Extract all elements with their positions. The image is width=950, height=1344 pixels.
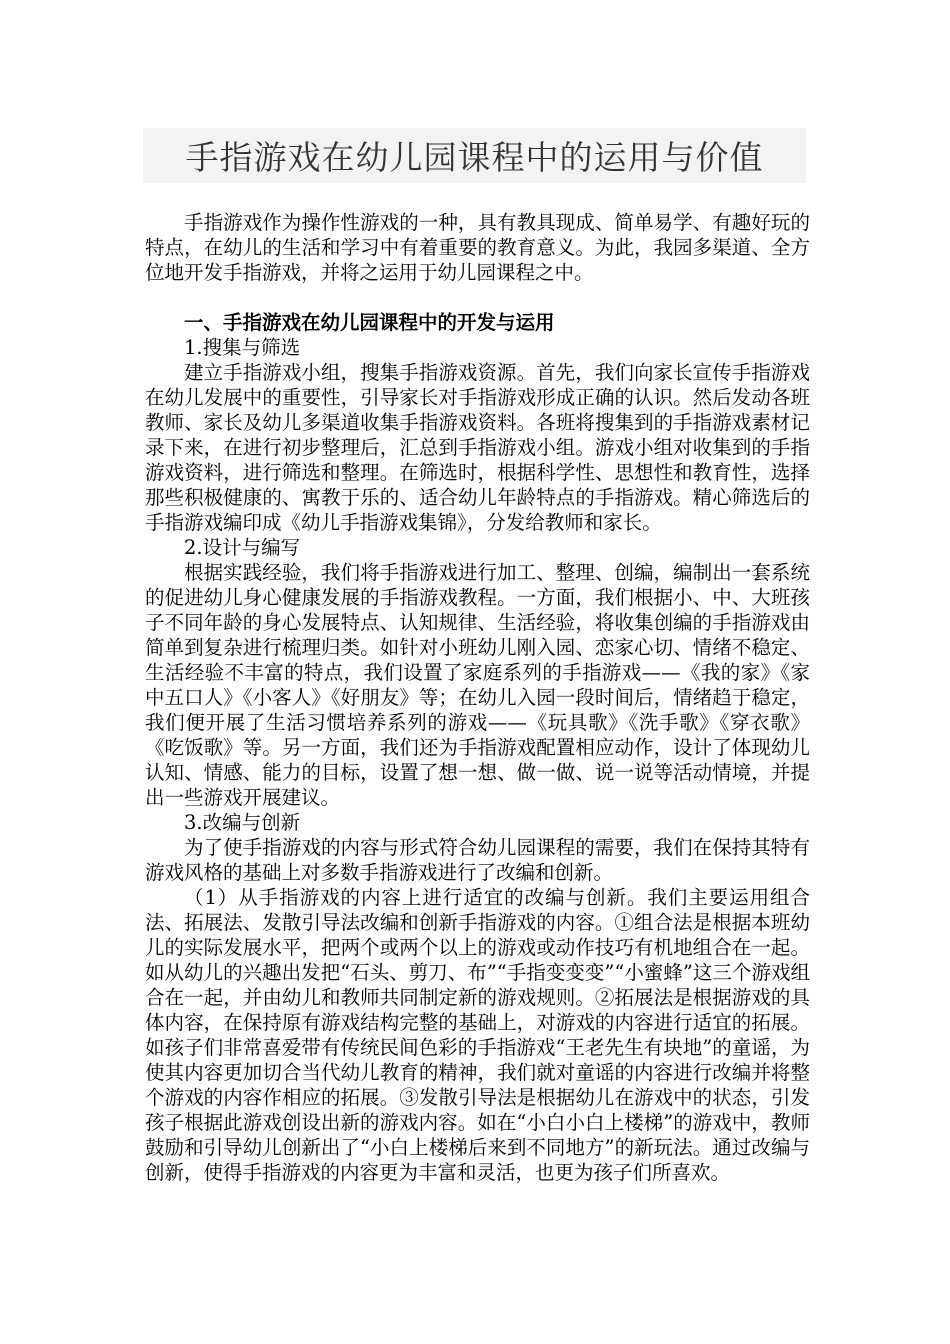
subsection-title-1: 1.搜集与筛选 bbox=[184, 336, 301, 359]
document-title: 手指游戏在幼儿园课程中的运用与价值 bbox=[185, 138, 764, 177]
document-body bbox=[145, 210, 810, 1185]
subsection-body-1: 建立手指游戏小组，搜集手指游戏资源。首先，我们向家长宣传手指游戏在幼儿发展中的重要性，引导家长对手指游戏形成正确的认识。然后发动各班教师、家长及幼儿多渠道收集手指游戏资料。各班将搜集到的手指游戏素材记录下来，在进行初步整理后，汇总到手指游戏小组。游戏小组对收集到的手指游戏资料，进行筛选和整理。在筛选时，根据科学性、思想性和教育性，选择那些积极健康的、寓教于乐的、适合幼儿年龄特点的手指游戏。精心筛选后的手指游戏编印成《幼儿手指游戏集锦》，分发给教师和家长。 bbox=[145, 361, 810, 534]
intro-paragraph: 手指游戏作为操作性游戏的一种，具有教具现成、简单易学、有趣好玩的特点，在幼儿的生活和学习中有着重要的教育意义。为此，我园多渠道、全方位地开发手指游戏，并将之运用于幼儿园课程之中。 bbox=[145, 211, 810, 284]
subsection-body-3a: 为了使手指游戏的内容与形式符合幼儿园课程的需要，我们在保持其特有游戏风格的基础上对多数手指游戏进行了改编和创新。 bbox=[145, 836, 810, 884]
subsection-title-2: 2.设计与编写 bbox=[184, 536, 301, 559]
subsection-body-2: 根据实践经验，我们将手指游戏进行加工、整理、创编，编制出一套系统的促进幼儿身心健康发展的手指游戏教程。一方面，我们根据小、中、大班孩子不同年龄的身心发展特点、认知规律、生活经验，将收集创编的手指游戏由简单到复杂进行梳理归类。如针对小班幼儿刚入园、恋家心切、情绪不稳定、生活经验不丰富的特点，我们设置了家庭系列的手指游戏——《我的家》《家中五口人》《小客人》《好朋友》等；在幼儿入园一段时间后，情绪趋于稳定，我们便开展了生活习惯培养系列的游戏——《玩具歌》《洗手歌》《穿衣歌》《吃饭歌》等。另一方面，我们还为手指游戏配置相应动作，设计了体现幼儿认知、情感、能力的目标，设置了想一想、做一做、说一说等活动情境，并提出一些游戏开展建议。 bbox=[145, 561, 810, 809]
section-heading: 一、手指游戏在幼儿园课程中的开发与运用 bbox=[184, 311, 555, 334]
title-banner bbox=[143, 128, 806, 183]
subsection-body-3b: （1）从手指游戏的内容上进行适宜的改编与创新。我们主要运用组合法、拓展法、发散引导法改编和创新手指游戏的内容。①组合法是根据本班幼儿的实际发展水平，把两个或两个以上的游戏或动作技巧有机地组合在一起。如从幼儿的兴趣出发把“石头、剪刀、布”“手指变变变”“小蜜蜂”这三个游戏组合在一起，并由幼儿和教师共同制定新的游戏规则。②拓展法是根据游戏的具体内容，在保持原有游戏结构完整的基础上，对游戏的内容进行适宜的拓展。如孩子们非常喜爱带有传统民间色彩的手指游戏“王老先生有块地”的童谣，为使其内容更加切合当代幼儿教育的精神，我们就对童谣的内容进行改编并将整个游戏的内容作相应的拓展。③发散引导法是根据幼儿在游戏中的状态，引发孩子根据此游戏创设出新的游戏内容。如在“小白小白上楼梯”的游戏中，教师鼓励和引导幼儿创新出了“小白上楼梯后来到不同地方”的新玩法。通过改编与创新，使得手指游戏的内容更为丰富和灵活，也更为孩子们所喜欢。 bbox=[145, 886, 810, 1184]
subsection-title-3: 3.改编与创新 bbox=[184, 811, 301, 834]
